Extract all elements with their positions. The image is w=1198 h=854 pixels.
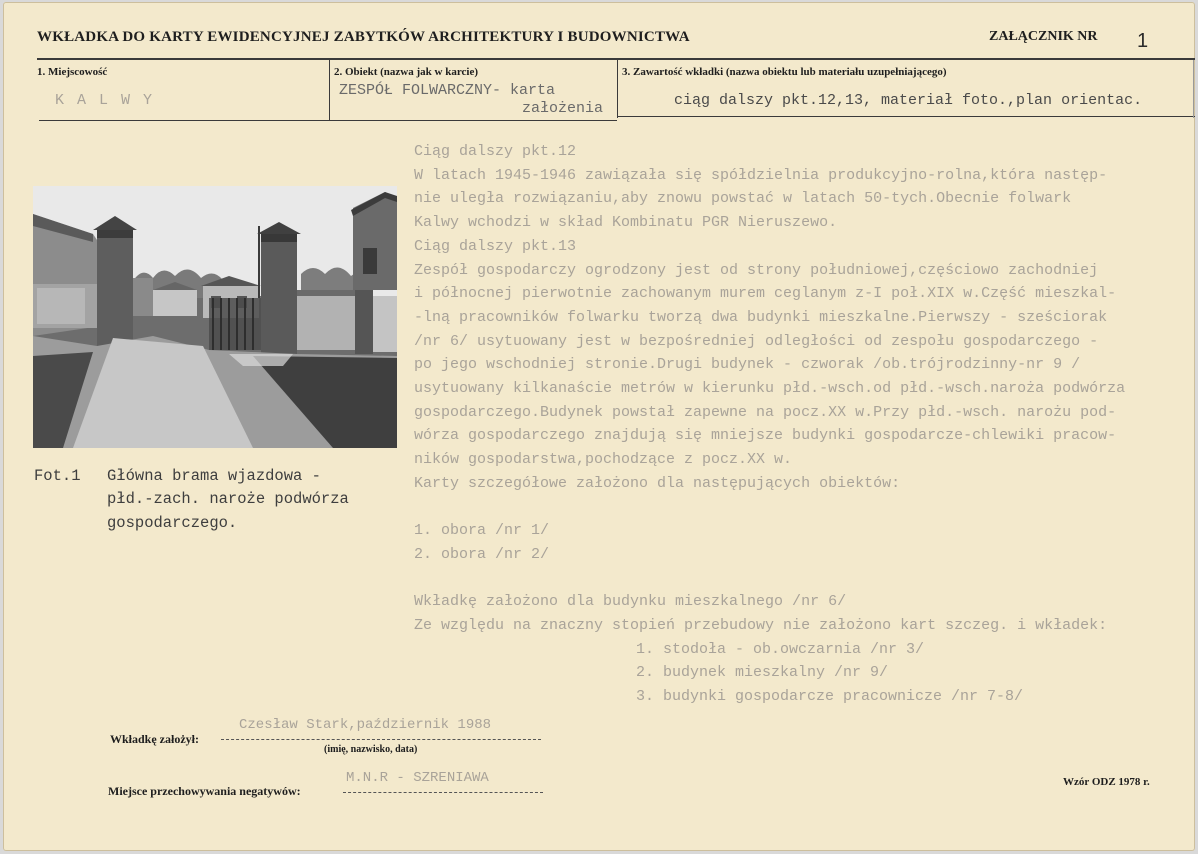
body-line: usytuowany kilkanaście metrów w kierunku płd.-wsch.od płd.-wsch.naroża podwórza bbox=[414, 380, 1126, 397]
body-line: gospodarczego.Budynek powstał zapewne na pocz.XX w.Przy płd.-wsch. narożu pod- bbox=[414, 403, 1117, 421]
storage-label: Miejsce przechowywania negatywów: bbox=[108, 784, 301, 798]
fields-rule bbox=[39, 120, 617, 121]
gate-photo bbox=[33, 186, 397, 448]
content-value: ciąg dalszy pkt.12,13, materiał foto.,plan orientac. bbox=[674, 92, 1143, 109]
fields-rule-right bbox=[617, 116, 1195, 117]
photo-caption-prefix: Fot.1 bbox=[34, 467, 81, 485]
sub-list-item: 3. budynki gospodarcze pracownicze /nr 7-8/ bbox=[636, 688, 1024, 706]
field-divider-2 bbox=[617, 60, 618, 118]
sub-list-item: 1. stodoła - ob.owczarnia /nr 3/ bbox=[636, 640, 925, 658]
body-line: /nr 6/ usytuowany jest w bezpośredniej odległości od zespołu gospodarczego - bbox=[414, 332, 1099, 350]
photo-caption-line-3: gospodarczego. bbox=[107, 514, 238, 532]
body-line: po jego wschodniej stronie.Drugi budynek - czworak /ob.trójrodzinny-nr 9 / bbox=[414, 356, 1081, 374]
body-line: wórza gospodarczego znajdują się mniejsze budynki gospodarcze-chlewiki pracow- bbox=[414, 427, 1117, 445]
body-line: Ciąg dalszy pkt.13 bbox=[414, 237, 577, 255]
body-line: Wkładkę założono dla budynku mieszkalnego /nr 6/ bbox=[414, 593, 847, 611]
body-line: i północnej pierwotnie zachowanym murem ceglanym z-I poł.XIX w.Część mieszkal- bbox=[414, 285, 1117, 303]
body-line: ników gospodarstwa,pochodzące z pocz.XX w. bbox=[414, 451, 793, 469]
object-label: 2. Obiekt (nazwa jak w karcie) bbox=[334, 66, 479, 78]
form-template-id: Wzór ODZ 1978 r. bbox=[1063, 776, 1150, 788]
body-line: Zespół gospodarczy ogrodzony jest od strony południowej,częściowo zachodniej bbox=[414, 261, 1099, 279]
author-underline bbox=[221, 739, 541, 741]
annex-label: ZAŁĄCZNIK NR bbox=[989, 29, 1098, 44]
body-line: Ze względu na znaczny stopień przebudowy nie założono kart szczeg. i wkładek: bbox=[414, 617, 1108, 634]
sub-list-item: 2. budynek mieszkalny /nr 9/ bbox=[636, 664, 889, 682]
storage-value: M.N.R - SZRENIAWA bbox=[346, 770, 489, 786]
body-line: 1. obora /nr 1/ bbox=[414, 522, 550, 540]
gate-photo-image bbox=[33, 186, 397, 448]
author-hint: (imię, nazwisko, data) bbox=[324, 744, 418, 755]
author-label: Wkładkę założył: bbox=[110, 732, 199, 746]
body-line: Karty szczegółowe założono dla następujących obiektów: bbox=[414, 474, 901, 492]
record-card bbox=[3, 2, 1195, 851]
photo-caption-line-1: Główna brama wjazdowa - bbox=[107, 467, 321, 485]
object-value-line1: ZESPÓŁ FOLWARCZNY- karta bbox=[339, 82, 556, 99]
body-line: 2. obora /nr 2/ bbox=[414, 545, 550, 563]
body-line: W latach 1945-1946 zawiązała się spółdzielnia produkcyjno-rolna,która następ- bbox=[414, 166, 1108, 184]
photo-caption-line-2: płd.-zach. naroże podwórza bbox=[107, 490, 349, 508]
place-value: K A L W Y bbox=[55, 92, 155, 109]
place-label: 1. Miejscowość bbox=[37, 66, 108, 78]
body-line: nie uległa rozwiązaniu,aby znowu powstać w latach 50-tych.Obecnie folwark bbox=[414, 190, 1072, 208]
author-value: Czesław Stark,październik 1988 bbox=[239, 717, 492, 733]
body-line: -lną pracowników folwarku tworzą dwa budynki mieszkalne.Pierwszy - sześciorak bbox=[414, 308, 1108, 326]
body-line: Kalwy wchodzi w skład Kombinatu PGR Nieruszewo. bbox=[414, 214, 838, 232]
field-divider-1 bbox=[329, 60, 330, 120]
content-label: 3. Zawartość wkładki (nazwa obiektu lub materiału uzupełniającego) bbox=[622, 66, 947, 78]
right-border bbox=[1193, 60, 1194, 118]
form-title: WKŁADKA DO KARTY EWIDENCYJNEJ ZABYTKÓW ARCHITEKTURY I BUDOWNICTWA bbox=[37, 29, 690, 45]
annex-number: 1 bbox=[1137, 30, 1149, 52]
body-line: Ciąg dalszy pkt.12 bbox=[414, 143, 577, 160]
header-rule bbox=[37, 58, 1195, 60]
object-value-line2: założenia bbox=[522, 100, 604, 117]
storage-underline bbox=[343, 792, 543, 794]
